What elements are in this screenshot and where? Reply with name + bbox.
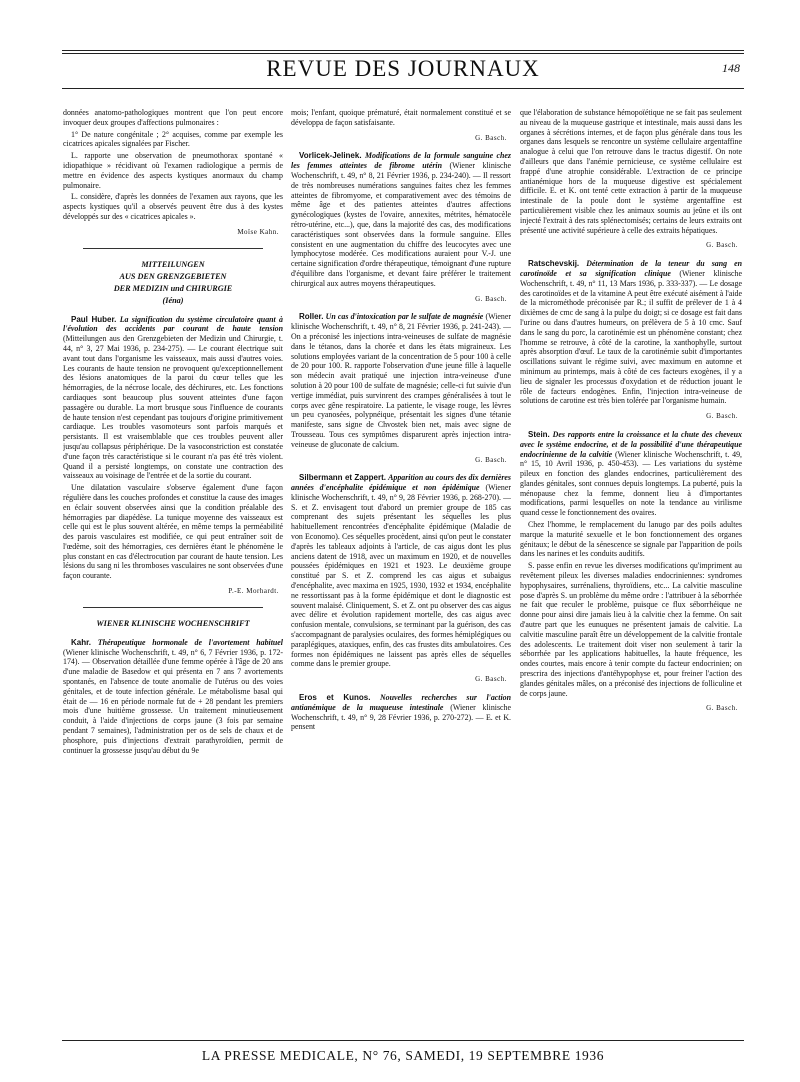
paragraph: mois; l'enfant, quoique prématuré, était normalement constitué et se développa de façon satisfaisante. xyxy=(291,108,511,127)
article-heading: Eros et Kunos. Nouvelles recherches sur l'action antianémique de la muqueuse intestinale (Wiener klinische Wochenschrift, t. 49, n° 9, 28 Février 1936, p. 270-272). — E. et K. pensent xyxy=(291,693,511,732)
footer-rule xyxy=(62,1040,744,1041)
separator-rule xyxy=(83,248,263,249)
column-2 xyxy=(291,108,511,1048)
top-rule-double xyxy=(62,53,744,54)
top-rule xyxy=(62,50,744,51)
page-number: 148 xyxy=(722,61,740,75)
column-3 xyxy=(520,108,742,1048)
article-heading: Ratschevskij. Détermination de la teneur du sang en carotinoïde et sa signification clinique (Wiener klinische Wochenschrift, t. 49, n° 11, 13 Mars 1936, p. 333-337). — Le dosage des carotinoïdes et de la vitamine A peut être exécuté aisément à l'aide de la microméthode préconisée par R.; il suffit de prélever de 1 à 4 dixièmes de cmc de sang à la pulpe du doigt; si ce dosage est fait dans l'urine ou dans d'autres humeurs, on prélèvera de 5 à 10 cmc. Sauf dans le sang du porc, la carotinémie est un phénomène constant; chez l'homme se retrouve, à côté de la carotine, la xanthophylle, surtout après absorption d'œuf. Le taux de la carotinémie subit d'importantes oscillations suivant le régime suivi, avec maximum en automne et minimum au printemps, mais à côté de ces facteurs exogènes, il y a lieu de signaler les processus d'oxydation et de réduction jouant le rôle de facteurs endogènes. Enfin, l'injection intra-veineuse de solutions de carotine est très bien tolérée par l'organisme humain. xyxy=(520,259,742,406)
author-signature: G. Basch. xyxy=(475,294,507,303)
article-heading: Kahr. Thérapeutique hormonale de l'avortement habituel (Wiener klinische Wochenschrift, t. 49, n° 6, 7 Février 1936, p. 172-174). — Observation détaillée d'une femme opérée à l'âge de 20 ans d'une maladie de Basedow et qui présenta en 7 ans 7 avortements spontanés, en l'absence de toute anomalie de l'utérus ou des voies génitales, et de toute infection générale. Le métabolisme basal qui était de — 16 en période normale fut de + 28 pendant les premiers mois d'une huitième grossesse. Un traitement minutieusement conduit, à l'aide d'injections de corps jaune (3 fois par semaine pendant 7 semaines), l'administration per os de sels de chaux et de phosphore, puis d'injections d'extrait parathyroïdien, permit de continuer la grossesse jusqu'au début du 9e xyxy=(63,637,283,755)
paragraph: 1° De nature congénitale ; 2° acquises, comme par exemple les cicatrices apicales signalées par Fischer. xyxy=(63,129,283,149)
article-heading: Roller. Un cas d'intoxication par le sulfate de magnésie (Wiener klinische Wochenschrift, t. 49, n° 8, 21 Février 1936, p. 241-243). — On a préconisé les injections intra-veineuses de sulfate de magnésie dans le tétanos, dans la chorée et dans les états migraineux. Les solutions employées variant de la concentration de 5 pour 100 à celle de 20 pour 100. R. rapporte l'observation d'une jeune fille à laquelle son médecin avait pratiqué une injection intra-veineuse d'une solution à 20 pour 100 de sulfate de magnésie; celle-ci fut suivie d'un vertige immédiat, puis survinrent des crampes généralisées à tout le corps avec gêne respiratoire. La patiente, le visage rouge, les lèvres un peu cyanosées, polypnéique, présentait les signes d'une tétanie manifeste, sans signe de Chvostek bien net, mais avec signe de Trousseau. Tous ces symptômes disparurent après injection intra-veineuse de gluconate de calcium. xyxy=(291,312,511,449)
column-1 xyxy=(63,108,283,1048)
author-signature: G. Basch. xyxy=(706,412,738,421)
author-signature: P.-E. Morhardt. xyxy=(228,587,279,596)
article-heading: Paul Huber. La signification du système circulatoire quant à l'évolution des accidents par courant de haute tension (Mitteilungen aus den Grenzgebieten der Medizin und Chirurgie, t. 44, n° 3, 27 Mai 1936, p. 234-275). — Le courant électrique suit avant tout dans l'organisme les vaisseaux, mais aussi d'autres voies. Les courants de haute tension ne provoquent qu'exceptionnellement des lésions anatomiques de la paroi du cœur telles que les hémorragies, de la nécrose locale, des déchirures, etc. Les fonctions cardiaques sont beaucoup plus souvent atteintes d'une façon passagère ou durable. La mort brusque sous l'influence de courants de haute tension n'est cependant pas toujours d'origine primitivement cardiaque. Les troubles vasomoteurs sont parfois marqués et persistants. Il est vraisemblable que ces troubles peuvent aller jusqu'au collapsus périphérique. De la vasoconstriction est constatée d'une façon très caractéristique si le courant n'a pas été très violent. Quand il a persisté longtemps, on constate une contraction des vaisseaux au voisinage de l'entrée et de la sortie du courant. xyxy=(63,314,283,481)
paragraph: que l'élaboration de substance hémopoïétique ne se fait pas seulement au niveau de la muqueuse gastrique et intestinale, mais aussi dans les organes à sécrétions internes, et de façon plus générale dans tous les organes dans lesquels se rencontre un système cellulaire argentaffine analogue à celui que l'on retrouve dans le tractus digestif. On note d'ailleurs que dans l'anémie pernicieuse, ce système cellulaire est frappé d'une atrophie considérable. L'extraction de ce principe antianémique hors de la muqueuse digestive est spécialement difficile. E. et K. ont tenté cette extraction à partir de la muqueuse intestinale de la poule dont le système argentaffine est particulièrement visible chez les animaux soumis au jeûne et ils ont injecté l'extrait à des rats splénectomisés; certains de leurs extraits ont présenté une activité supérieure à celle des extraits hépatiques. xyxy=(520,108,742,235)
section-heading: WIENER KLINISCHE WOCHENSCHRIFT xyxy=(96,618,250,628)
article-heading: Stein. Des rapports entre la croissance et la chute des cheveux avec le système endocrine, et de la possibilité d'une thérapeutique endocrinienne de la calvitie (Wiener klinische Wochenschrift, t. 49, n° 15, 10 Avril 1936, p. 450-453). — Les variations du système pileux en fonction des glandes endocrines, particulièrement des glandes génitales, sont connues depuis longtemps. La puberté, puis la ménopause chez la femme, donnent lieu à d'importantes modifications, parmi lesquelles on note la tendance au virilisme quand cesse le fonctionnement des ovaires. xyxy=(520,429,742,518)
author-signature: G. Basch. xyxy=(475,455,507,464)
footer-text: LA PRESSE MEDICALE, N° 76, SAMEDI, 19 SEPTEMBRE 1936 xyxy=(201,1048,605,1063)
paragraph: S. passe enfin en revue les diverses modifications qu'impriment au revêtement pileux les diverses maladies endocriniennes: syndromes hypophysaires, surrénaliens, thyroïdiens, etc... La calvitie masculine pose d'après S. un problème du même ordre : l'attribuer à la séborrhée ne fait que reculer le problème, puisque ce flux séborrhéique ne donne pour ainsi dire jamais lieu à la calvitie chez la femme. On sait d'autre part que les eunuques ne présentent jamais de calvitie. La calvitie masculine paraît être un développement de la calvitie frontale des adolescents. Le traitement doit viser non seulement à tarir la séborrhée par les applications habituelles, la haute fréquence, les ondes courtes, mais encore à tenir compte du facteur endocrinien; on prescrira des injections d'antéhypophyse et, pour freiner l'action des glandes génitales mâles, on a préconisé des injections de folliculine et de corps jaune. xyxy=(520,561,742,698)
article-heading: Vorlicek-Jelinek. Modifications de la formule sanguine chez les femmes atteintes de fibrome utérin (Wiener klinische Wochenschrift, t. 49, n° 8, 21 Février 1936, p. 234-240). — Il ressort de très nombreuses numérations sanguines faites chez les femmes atteintes de fibromyome, et comparativement avec des témoins de même âge et des patientes atteintes d'autres affections gynécologiques (kystes de l'ovaire, annexites, métrites, hématocèle rétro-utérine, etc...), que, dans la majorité des cas, des modifications caractéristiques sont observées dans la formule sanguine. Elles consistent en une augmentation du chiffre des leucocytes avec une lymphocytose modérée. Ces modifications auraient pour V.-J. une certaine signification d'ordre thérapeutique, témoignant d'une rupture d'équilibre dans l'organisme, et devant faire préférer le traitement chirurgical aux autres moyens thérapeutiques. xyxy=(291,151,511,288)
article-heading: Silbermann et Zappert. Apparition au cours des dix dernières années d'encéphalite épidémique et non épidémique (Wiener klinische Wochenschrift, t. 49, n° 9, 28 Février 1936, p. 268-270). — S. et Z. envisagent tout d'abord un premier groupe de 185 cas comprenant des sujets présentant les séquelles les plus habituellement rencontrées d'encéphalite épidémique (Maladie de von Economo). Ces séquelles procèdent, ainsi qu'on peut le constater d'après les tableaux adjoints à l'article, de cas aigus dont les plus anciens datent de 1918, avec un maximum en 1920, et de nouvelles poussées épidémiques en 1921 et 1923. Le deuxième groupe constitué par S. et Z. comprend les cas aigus et subaigus d'encéphalite, avec maxima en 1925, 1930, 1932 et 1934, encéphalite ne ressortissant pas à la forme épidémique et dont le diagnostic est souvent malaisé. Cliniquement, S. et Z. ont pu observer des cas aigus avec délire et évolution rapidement mortelle, des cas aigus avec confusion mentale, convulsions, se terminant par la guérison, des cas s'accompagnant de paralysies oculaires, des formes hémiplégiques ou paraplégiques, ataxiques, enfin, des cas frustes dits ambulatoires. Ces formes non épidémiques ne laissent pas après elles de séquelles comme dans le premier groupe. xyxy=(291,473,511,669)
author-signature: G. Basch. xyxy=(706,241,738,250)
paragraph: Chez l'homme, le remplacement du lanugo par des poils adultes marque la maturité sexuelle et le bon fonctionnement des organes génitaux; le début de la sénescence se signale par l'apparition de poils dans les narines et les conduits auditifs. xyxy=(520,520,742,559)
author-signature: G. Basch. xyxy=(706,704,738,713)
paragraph: données anatomo-pathologiques montrent que l'on peut encore invoquer deux groupes d'affections pulmonaires : xyxy=(63,108,283,127)
author-signature: Moïse Kahn. xyxy=(237,227,279,236)
header-rule xyxy=(62,88,744,89)
section-heading: MITTEILUNGEN AUS DEN GRENZGEBIETEN DER MEDIZIN und CHIRURGIE (Iéna) xyxy=(113,259,233,305)
paragraph: L. rapporte une observation de pneumothorax spontané « idiopathique » récidivant où l'examen radiologique a permis de mettre en évidence des aspects kystiques anormaux du champ pulmonaire. xyxy=(63,151,283,190)
paragraph: L. considère, d'après les données de l'examen aux rayons, que les aspects kystiques qu'il a observés peuvent être dus à des kystes développés sur des « cicatrices apicales ». xyxy=(63,192,283,221)
author-signature: G. Basch. xyxy=(475,675,507,684)
author-signature: G. Basch. xyxy=(475,133,507,142)
separator-rule xyxy=(83,607,263,608)
paragraph: Une dilatation vasculaire s'observe également d'une façon régulière dans les couches profondes et constitue la cause des images en éclair souvent observées ainsi que la condition préalable des hémorragies par diapédèse. La tunique moyenne des vaisseaux est celle qui est le plus souvent altérée, en même temps la perméabilité des parois vasculaires est modifiée, ce qui peut entraîner soit de l'œdème, soit des hémorragies, ces dernières étant le phénomène le plus constant en cas d'électrocution par courant de haute tension. Les lésions du sang ni les thromboses vasculaires ne sont observées d'une façon courante. xyxy=(63,483,283,581)
journal-title: REVUE DES JOURNAUX xyxy=(266,56,540,81)
